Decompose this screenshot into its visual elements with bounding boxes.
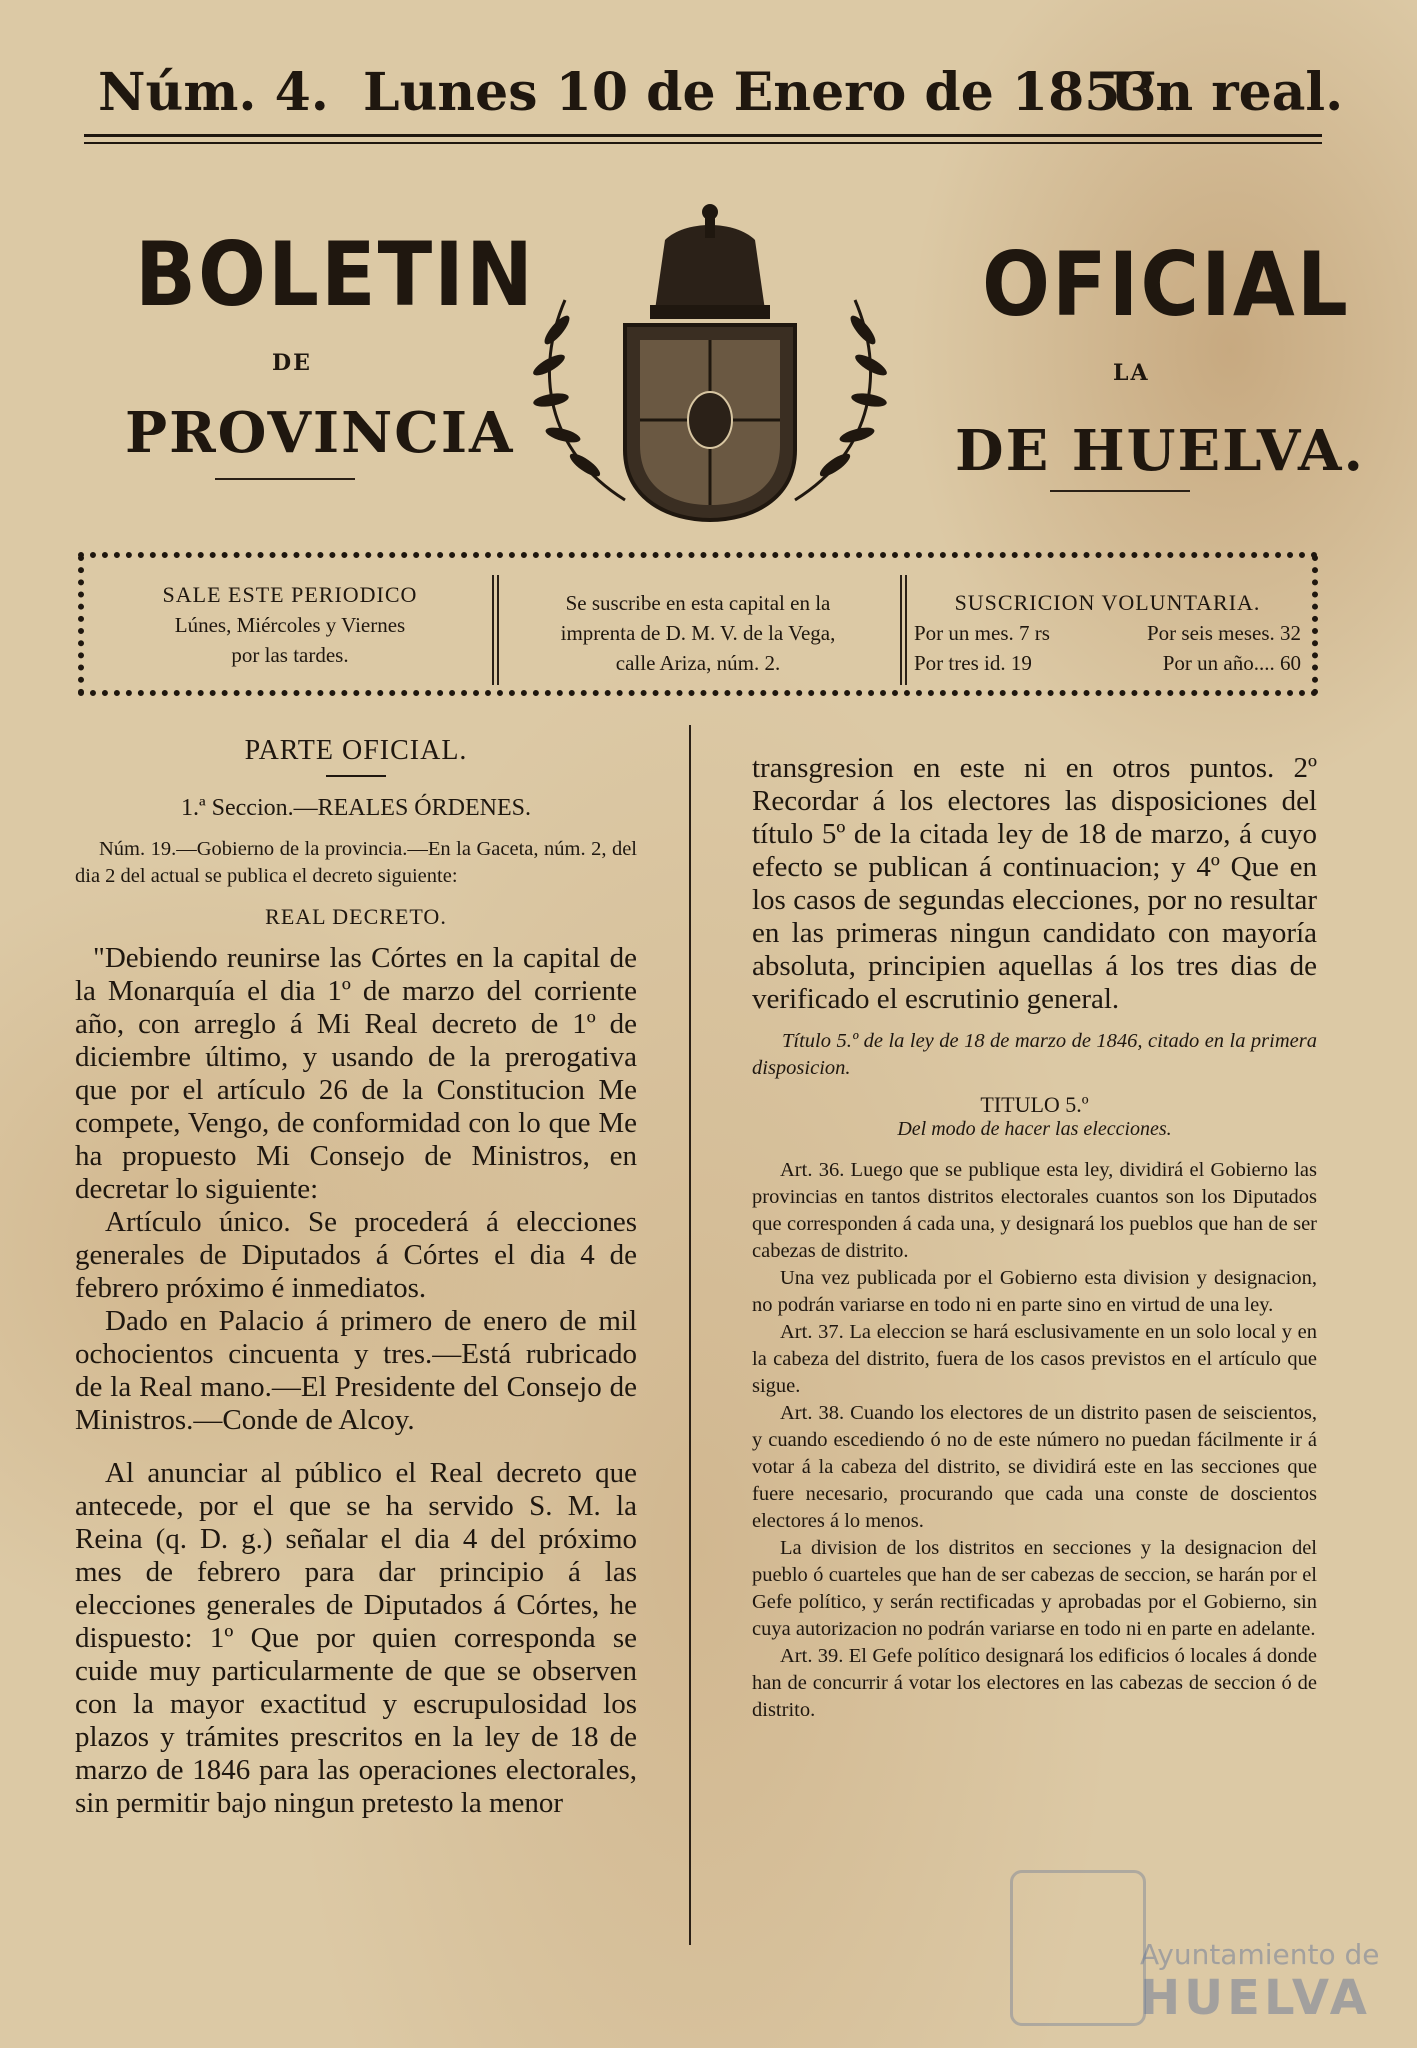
article-38-b: La division de los distritos en secciones y la designacion del pueblo ó cuarteles que han de ser cabezas de seccion, se harán por el Gefe político, y serán rectificadas y aprobadas por el Gobierno, sin cuya autorizacion no podrán variarse en todo ni en parte en adelante. [752,1537,1317,1640]
article-39: Art. 39. El Gefe político designará los edificios ó locales á donde han de concurrir á votar los electores en las cabezas de seccion ó de distrito. [752,1645,1317,1721]
title-la: LA [1113,360,1150,386]
column-divider [689,725,691,1945]
coat-of-arms-icon [505,200,915,530]
issue-price: Un real. [1110,62,1344,123]
masthead-rule-bottom [84,142,1322,144]
article-36-b: Una vez publicada por el Gobierno esta division y designacion, no podrán variarse en todo ni en parte sino en virtud de una ley. [752,1267,1317,1316]
title-de-huelva: DE HUELVA. [955,418,1365,484]
flourish-right [1050,490,1190,492]
masthead [95,62,1344,132]
decree-paragraph-1: "Debiendo reunirse las Córtes en la capital de la Monarquía el dia 1º de marzo del corriente año, con arreglo á Mi Real decreto de 1º de diciembre último, y usando de la prerogativa que por el artículo 26 de la Constitucion Me compete, Vengo, de conformidad con lo que Me ha propuesto Mi Consejo de Ministros, en decretar lo siguiente: [75,942,637,1205]
article-37: Art. 37. La eleccion se hará esclusivamente en un solo local y en la cabeza del distrito, fuera de los casos previstos en el artículo que sigue. [752,1321,1317,1397]
watermark-line1: Ayuntamiento de [1140,1938,1380,1971]
decree-title: REAL DECRETO. [265,904,447,929]
watermark-line2: HUELVA [1140,1970,1371,2026]
title-oficial: OFICIAL [982,233,1350,336]
price-one-month: Por un mes. 7 rs [914,621,1050,645]
info-subscription-prices [910,588,1305,678]
info-border-right [1312,555,1326,695]
info-border-top [78,552,1318,570]
flourish-left [215,478,355,480]
decree-paragraph-3: Dado en Palacio á primero de enero de mil ochocientos cincuenta y tres.—Está rubricado de la Real mano.—El Presidente del Consejo de Ministros.—Conde de Alcoy. [75,1305,637,1436]
info-divider-1 [492,575,494,685]
info-border-bottom [78,690,1318,708]
info-place-line3: calle Ariza, núm. 2. [615,651,781,675]
masthead-rule-top [84,134,1322,137]
section-title: PARTE OFICIAL. [244,735,468,766]
titulo-subheading: Del modo de hacer las elecciones. [897,1118,1172,1140]
info-publication [100,580,480,670]
article-36: Art. 36. Luego que se publique esta ley, dividirá el Gobierno las provincias en tantos distritos electorales cuantos son los Diputados que corresponden á cada una, y designará los pueblos que han de ser cabezas de distrito. [752,1159,1317,1262]
info-prices-title: SUSCRICION VOLUNTARIA. [954,590,1261,615]
info-publication-line3: por las tardes. [231,643,349,667]
info-divider-1b [497,575,499,685]
law-citation: Título 5.º de la ley de 18 de marzo de 1846, citado en la primera disposicion. [752,1030,1317,1079]
subsection-title: 1.ª Seccion.—REALES ÓRDENES. [181,795,531,821]
price-six-months: Por seis meses. 32 [1147,621,1301,645]
info-place-line2: imprenta de D. M. V. de la Vega, [560,621,836,645]
issue-number: Núm. 4. [98,62,329,123]
title-boletin: BOLETIN [135,223,535,326]
title-de: DE [272,350,312,376]
price-one-year: Por un año.... 60 [1162,651,1301,675]
right-column [752,752,1317,1724]
left-column [75,735,637,1820]
info-place-line1: Se suscribe en esta capital en la [565,591,831,615]
title-provincia: PROVINCIA [125,400,515,466]
watermark-emblem-icon [1010,1870,1146,2026]
price-three-months: Por tres id. 19 [914,651,1032,675]
info-publication-line1: SALE ESTE PERIODICO [162,582,418,607]
titulo-heading: TITULO 5.º [980,1092,1089,1117]
info-border-left [78,555,92,695]
info-divider-2 [900,575,902,685]
issue-date: Lunes 10 de Enero de 1853. [363,62,1175,123]
article-38: Art. 38. Cuando los electores de un distrito pasen de seiscientos, y cuando escediendo ó no de este número no puedan fácilmente ir á votar á la cabeza del distrito, se dividirá este en las secciones que fuere necesario, procurando que cada una conste de doscientos electores á lo menos. [752,1402,1317,1532]
info-divider-2b [905,575,907,685]
decree-paragraph-2: Artículo único. Se procederá á elecciones generales de Diputados á Córtes el dia 4 de febrero próximo é inmediatos. [75,1206,637,1304]
info-subscription-place [508,588,888,678]
info-publication-line2: Lúnes, Miércoles y Viernes [174,613,406,637]
section-rule [326,775,386,777]
decree-intro: Núm. 19.—Gobierno de la provincia.—En la Gaceta, núm. 2, del dia 2 del actual se publica el decreto siguiente: [75,838,637,887]
continued-paragraph: transgresion en este ni en otros puntos. 2º Recordar á los electores las disposiciones del título 5º de la citada ley de 18 de marzo, á cuyo efecto se publican á continuacion; y 4º Que en los casos de segundas elecciones, por no resultar en las primeras ningun candidato con mayoría absoluta, principien aquellas á los tres dias de verificado el escrutinio general. [752,752,1317,1015]
announcement-paragraph: Al anunciar al público el Real decreto que antecede, por el que se ha servido S. M. la Reina (q. D. g.) señalar el dia 4 del próximo mes de febrero para dar principio á las elecciones generales de Diputados á Córtes, he dispuesto: 1º Que por quien corresponda se cuide muy particularmente de que se observen con la mayor exactitud y escrupulosidad los plazos y trámites prescritos en la ley de 18 de marzo de 1846 para las operaciones electorales, sin permitir bajo ningun pretesto la menor [75,1457,637,1819]
